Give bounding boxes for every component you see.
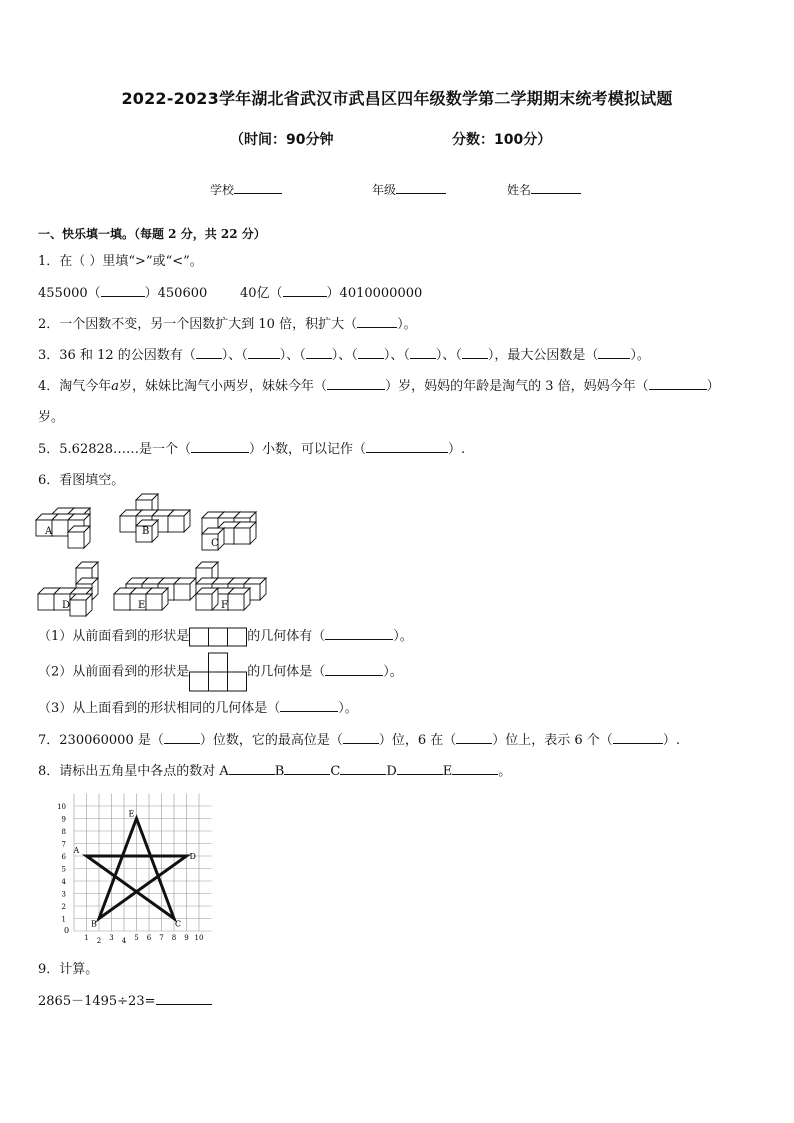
exam-time: （时间：90分钟 xyxy=(230,132,334,148)
q1-right-a: 40亿（ xyxy=(240,286,283,301)
q9-blank[interactable] xyxy=(156,992,212,1005)
solid-label-d: D xyxy=(62,600,71,611)
q7-text-e: ）. xyxy=(662,733,680,748)
star-point-label: C xyxy=(175,919,182,929)
q1-left-a: 455000（ xyxy=(38,286,101,301)
star-point-label: D xyxy=(189,852,196,861)
grade-field xyxy=(372,181,446,198)
q8-blank-d[interactable] xyxy=(397,762,443,775)
x-tick-label: 8 xyxy=(171,934,177,942)
q1-blank-a[interactable] xyxy=(101,284,145,297)
q7-text-c: ）位，6 在（ xyxy=(378,733,457,748)
q5-blank-1[interactable] xyxy=(191,440,249,453)
q5-text-b: ）小数，可以记作（ xyxy=(249,442,367,457)
q5 xyxy=(38,438,465,457)
q4-text-a: 4．淘气今年 xyxy=(38,379,112,394)
q3 xyxy=(38,344,650,363)
q4-blank-2[interactable] xyxy=(649,377,707,390)
q2 xyxy=(38,313,417,332)
q7-blank-2[interactable] xyxy=(343,731,379,744)
y-tick-label: 2 xyxy=(61,903,66,911)
name-field xyxy=(507,181,581,198)
grade-label: 年级 xyxy=(372,183,397,197)
q6-stem: 6．看图填空。 xyxy=(38,473,125,488)
q3-sep-1: ）、（ xyxy=(221,348,248,363)
solid-b xyxy=(120,494,190,542)
q9-expression xyxy=(38,990,212,1009)
q6-solids-figure xyxy=(30,490,280,620)
page-title: 2022-2023学年湖北省武汉市武昌区四年级数学第二学期期末统考模拟试题 xyxy=(121,89,673,108)
y-tick-label: 3 xyxy=(61,890,66,899)
star-point-label: E xyxy=(128,809,135,819)
t-shape-view xyxy=(189,652,247,692)
solid-label-c: C xyxy=(211,538,219,549)
q6-sub3-blank[interactable] xyxy=(280,699,338,712)
school-field xyxy=(210,181,282,198)
q4-text-d: ） xyxy=(706,379,720,394)
x-tick-label: 9 xyxy=(184,934,189,942)
q8-label-b: B xyxy=(274,764,285,779)
x-tick-label: 1 xyxy=(84,934,89,942)
q3-text-a: 3．36 和 12 的公因数有（ xyxy=(38,348,196,363)
origin-label: 0 xyxy=(64,926,70,935)
q3-blank-2[interactable] xyxy=(248,346,280,359)
q3-blank-4[interactable] xyxy=(358,346,384,359)
q1-blank-b[interactable] xyxy=(283,284,327,297)
q1-stem: 1．在（ ）里填“>”或“<”。 xyxy=(38,254,203,269)
q8-blank-b[interactable] xyxy=(284,762,330,775)
section-heading: 一、快乐填一填。（每题 2 分，共 22 分） xyxy=(38,227,266,241)
school-label: 学校 xyxy=(210,183,235,197)
q7-text-a: 7．230060000 是（ xyxy=(38,733,164,748)
q3-blank-6[interactable] xyxy=(462,346,488,359)
q2-blank[interactable] xyxy=(357,315,397,328)
star-point-label: A xyxy=(73,846,80,855)
name-blank[interactable] xyxy=(531,181,581,194)
q6-sub2-text-a: （2）从前面看到的形状是 xyxy=(38,664,190,680)
q8-label-d: D xyxy=(386,764,397,779)
q7-blank-4[interactable] xyxy=(613,731,663,744)
y-tick-label: 6 xyxy=(61,853,66,861)
school-blank[interactable] xyxy=(234,181,282,194)
x-tick-label: 4 xyxy=(121,937,127,945)
solid-label-e: E xyxy=(138,600,146,611)
q6-sub1-text-c: ）。 xyxy=(393,629,413,644)
x-axis-ticks xyxy=(84,934,203,945)
y-tick-label: 4 xyxy=(61,878,66,886)
q8-blank-a[interactable] xyxy=(229,762,275,775)
solid-label-f: F xyxy=(221,600,228,611)
y-tick-label: 1 xyxy=(61,915,66,924)
solid-f xyxy=(196,562,266,611)
x-tick-label: 5 xyxy=(134,934,139,942)
star-point-label: B xyxy=(91,919,97,929)
x-tick-label: 6 xyxy=(146,934,152,942)
q8-blank-e[interactable] xyxy=(452,762,498,775)
q3-blank-7[interactable] xyxy=(598,346,630,359)
q8-blank-c[interactable] xyxy=(340,762,386,775)
q7-blank-3[interactable] xyxy=(456,731,492,744)
y-tick-label: 9 xyxy=(61,815,66,824)
q6-sub2-blank[interactable] xyxy=(325,663,383,676)
grade-blank[interactable] xyxy=(396,181,446,194)
q7-text-d: ）位上，表示 6 个（ xyxy=(492,733,613,748)
q7-text-b: ）位数，它的最高位是（ xyxy=(199,733,343,748)
q1-part-b xyxy=(240,282,422,301)
q6-sub2-text-c: ）。 xyxy=(383,664,403,680)
q8-label-e: E xyxy=(442,764,453,779)
q2-text-a: 2．一个因数不变，另一个因数扩大到 10 倍，积扩大（ xyxy=(38,317,358,332)
q1-right-b: ）4010000000 xyxy=(326,286,423,301)
q8 xyxy=(38,760,511,779)
q3-text-c: ），最大公因数是（ xyxy=(487,348,599,363)
q7 xyxy=(38,729,680,748)
q6-sub1 xyxy=(38,625,413,647)
q3-blank-1[interactable] xyxy=(196,346,222,359)
q6-sub3-text-b: ）。 xyxy=(338,701,358,716)
y-tick-label: 10 xyxy=(57,803,66,811)
q3-blank-3[interactable] xyxy=(306,346,332,359)
exam-score: 分数：100分） xyxy=(452,132,552,148)
x-tick-label: 7 xyxy=(159,934,164,942)
y-tick-label: 7 xyxy=(61,840,66,849)
q6-sub3-text-a: （3）从上面看到的形状相同的几何体是（ xyxy=(38,701,281,716)
name-label: 姓名 xyxy=(507,183,532,197)
q6-sub1-text-a: （1）从前面看到的形状是 xyxy=(38,629,190,644)
q4-text-b: 岁，妹妹比淘气小两岁，妹妹今年（ xyxy=(119,379,328,394)
star-grid-figure xyxy=(30,790,240,950)
q8-end: 。 xyxy=(498,764,512,779)
q6-sub3 xyxy=(38,697,358,716)
q6-sub2 xyxy=(38,652,403,692)
q4-blank-1[interactable] xyxy=(327,377,385,390)
x-tick-label: 2 xyxy=(96,937,102,945)
solid-label-a: A xyxy=(45,526,53,537)
q5-text-c: ）. xyxy=(448,442,466,457)
solid-d xyxy=(38,562,98,616)
q4-variable: a xyxy=(111,379,120,394)
solid-e xyxy=(114,578,196,611)
q3-sep-2: ）、（ xyxy=(279,348,306,363)
q3-sep-3: ）、（ xyxy=(331,348,358,363)
q6-sub1-blank[interactable] xyxy=(325,627,393,640)
solid-label-b: B xyxy=(142,526,150,537)
y-tick-label: 5 xyxy=(61,865,66,874)
q9-expr: 2865－1495÷23= xyxy=(38,994,156,1009)
q4-text-c: ）岁，妈妈的年龄是淘气的 3 倍，妈妈今年（ xyxy=(385,379,649,394)
solid-c xyxy=(202,512,256,550)
solid-a xyxy=(36,508,90,548)
q9-stem: 9．计算。 xyxy=(38,962,99,977)
q1-left-b: ）450600 xyxy=(144,286,208,301)
q4 xyxy=(38,375,720,394)
q7-blank-1[interactable] xyxy=(164,731,200,744)
q6-sub2-text-b: 的几何体是（ xyxy=(247,664,326,680)
q3-sep-5: ）、（ xyxy=(435,348,462,363)
q8-label-c: C xyxy=(330,764,341,779)
y-axis-ticks xyxy=(57,803,66,924)
y-tick-label: 8 xyxy=(61,828,66,836)
q6-sub1-text-b: 的几何体有（ xyxy=(247,629,326,644)
three-squares-view xyxy=(189,627,247,647)
x-tick-label: 10 xyxy=(194,934,204,942)
q1-part-a xyxy=(38,282,207,301)
q5-blank-2[interactable] xyxy=(366,440,448,453)
q2-text-b: ）。 xyxy=(397,317,417,332)
q3-text-d: ）。 xyxy=(630,348,650,363)
q3-sep-4: ）、（ xyxy=(383,348,410,363)
q3-blank-5[interactable] xyxy=(410,346,436,359)
q4-line2: 岁。 xyxy=(38,410,65,425)
q5-text-a: 5．5.62828……是一个（ xyxy=(38,442,192,457)
x-tick-label: 3 xyxy=(109,934,114,942)
q8-stem: 8．请标出五角星中各点的数对 A xyxy=(38,764,229,779)
